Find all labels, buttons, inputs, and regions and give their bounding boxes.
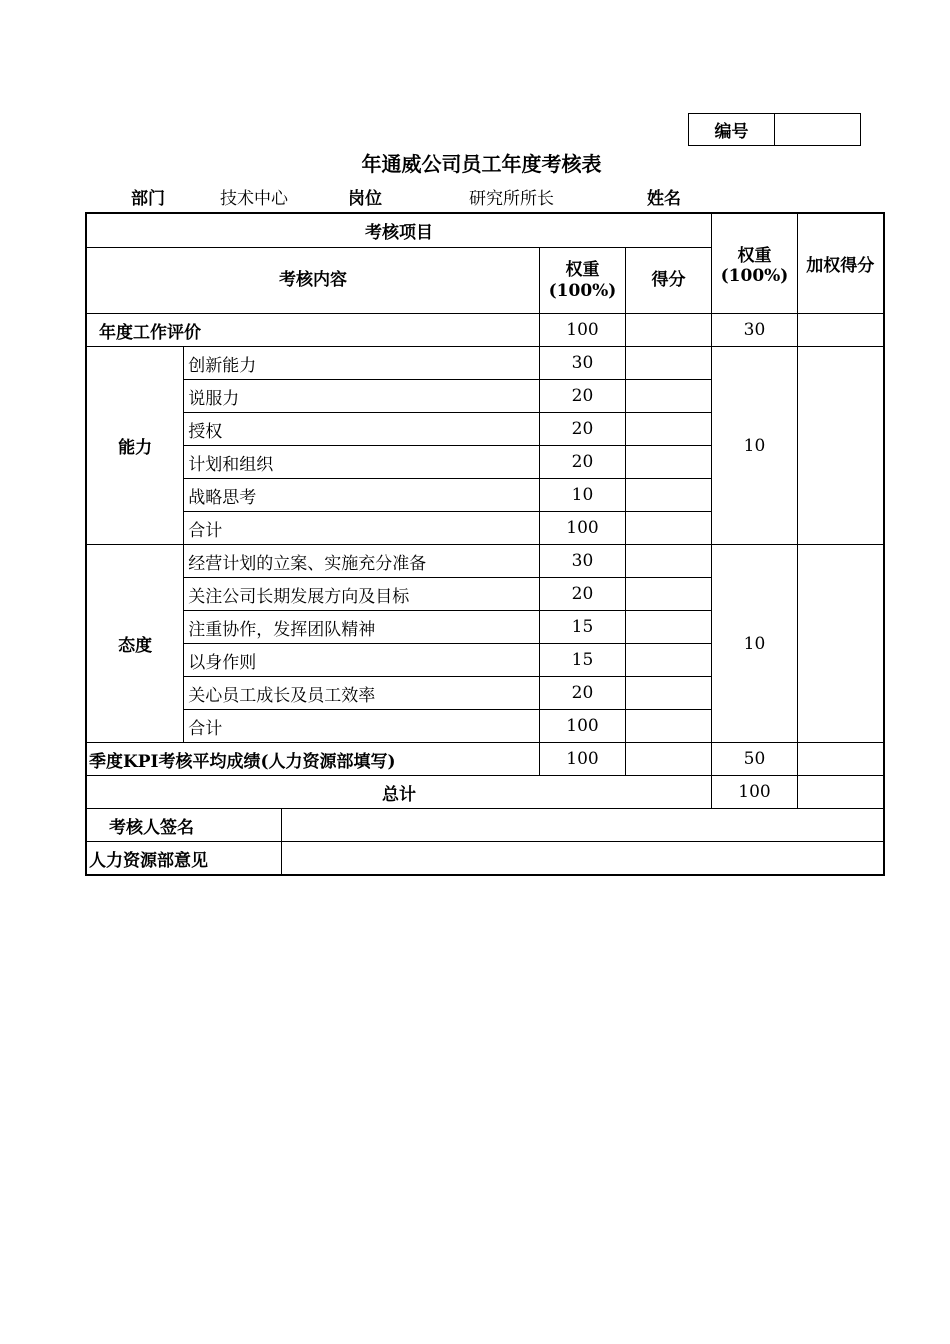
table-row xyxy=(86,347,884,380)
ability-weight: 30 xyxy=(540,347,626,380)
annual-score[interactable] xyxy=(626,314,712,347)
attitude-label: 态度 xyxy=(86,545,184,743)
header-items: 考核项目 xyxy=(86,213,712,248)
attitude-score[interactable] xyxy=(626,677,712,710)
attitude-subtotal-score[interactable] xyxy=(626,710,712,743)
ability-item: 创新能力 xyxy=(184,347,540,380)
kpi-weight2: 50 xyxy=(712,743,798,776)
ability-score[interactable] xyxy=(626,413,712,446)
ability-score[interactable] xyxy=(626,347,712,380)
evaluation-table xyxy=(85,212,885,876)
name-label: 姓名 xyxy=(647,189,681,209)
attitude-subtotal-weight: 100 xyxy=(540,710,626,743)
ability-item: 战略思考 xyxy=(184,479,540,512)
table-row xyxy=(86,545,884,578)
kpi-label: 季度KPI考核平均成绩(人力资源部填写) xyxy=(86,743,540,776)
post-label: 岗位 xyxy=(348,189,382,209)
kpi-weight: 100 xyxy=(540,743,626,776)
serial-number-label: 编号 xyxy=(689,114,775,146)
table-row-annual xyxy=(86,314,884,347)
kpi-weighted-score[interactable] xyxy=(798,743,884,776)
ability-weight: 20 xyxy=(540,413,626,446)
serial-number-box xyxy=(688,113,861,146)
ability-label: 能力 xyxy=(86,347,184,545)
attitude-weight2: 10 xyxy=(712,545,798,743)
ability-score[interactable] xyxy=(626,380,712,413)
attitude-item: 关注公司长期发展方向及目标 xyxy=(184,578,540,611)
ability-score[interactable] xyxy=(626,479,712,512)
table-row-signature xyxy=(86,809,884,842)
total-weight2: 100 xyxy=(712,776,798,809)
dept-value: 技术中心 xyxy=(220,189,288,209)
header-score: 得分 xyxy=(626,248,712,314)
page-title: 年通威公司员工年度考核表 xyxy=(361,152,602,176)
attitude-subtotal-label: 合计 xyxy=(184,710,540,743)
attitude-item: 关心员工成长及员工效率 xyxy=(184,677,540,710)
annual-weighted-score[interactable] xyxy=(798,314,884,347)
ability-weight2: 10 xyxy=(712,347,798,545)
ability-weight: 20 xyxy=(540,446,626,479)
attitude-weight: 30 xyxy=(540,545,626,578)
attitude-weight: 15 xyxy=(540,611,626,644)
hr-opinion-label: 人力资源部意见 xyxy=(86,842,282,876)
attitude-weight: 15 xyxy=(540,644,626,677)
ability-weight: 20 xyxy=(540,380,626,413)
header-weight2: 权重 (100%) xyxy=(712,213,798,314)
hr-opinion-field[interactable] xyxy=(282,842,884,876)
attitude-score[interactable] xyxy=(626,578,712,611)
attitude-score[interactable] xyxy=(626,644,712,677)
header-weighted-score: 加权得分 xyxy=(798,213,884,314)
ability-item: 授权 xyxy=(184,413,540,446)
serial-number-field[interactable] xyxy=(775,114,861,146)
annual-weight2: 30 xyxy=(712,314,798,347)
ability-weight: 10 xyxy=(540,479,626,512)
table-row-total xyxy=(86,776,884,809)
ability-subtotal-label: 合计 xyxy=(184,512,540,545)
attitude-weighted-score[interactable] xyxy=(798,545,884,743)
ability-weighted-score[interactable] xyxy=(798,347,884,545)
signature-label: 考核人签名 xyxy=(86,809,282,842)
annual-label: 年度工作评价 xyxy=(86,314,540,347)
ability-item: 说服力 xyxy=(184,380,540,413)
annual-weight: 100 xyxy=(540,314,626,347)
attitude-item: 以身作则 xyxy=(184,644,540,677)
attitude-weight: 20 xyxy=(540,677,626,710)
total-weighted-score[interactable] xyxy=(798,776,884,809)
table-row-hr-opinion xyxy=(86,842,884,876)
attitude-item: 经营计划的立案、实施充分准备 xyxy=(184,545,540,578)
attitude-weight: 20 xyxy=(540,578,626,611)
attitude-item: 注重协作，发挥团队精神 xyxy=(184,611,540,644)
signature-field[interactable] xyxy=(282,809,884,842)
ability-item: 计划和组织 xyxy=(184,446,540,479)
total-label: 总计 xyxy=(86,776,712,809)
post-value: 研究所所长 xyxy=(469,189,554,209)
kpi-score[interactable] xyxy=(626,743,712,776)
ability-subtotal-score[interactable] xyxy=(626,512,712,545)
header-weight: 权重 (100%) xyxy=(540,248,626,314)
ability-score[interactable] xyxy=(626,446,712,479)
attitude-score[interactable] xyxy=(626,611,712,644)
ability-subtotal-weight: 100 xyxy=(540,512,626,545)
dept-label: 部门 xyxy=(131,189,165,209)
attitude-score[interactable] xyxy=(626,545,712,578)
header-content: 考核内容 xyxy=(86,248,540,314)
table-row-kpi xyxy=(86,743,884,776)
